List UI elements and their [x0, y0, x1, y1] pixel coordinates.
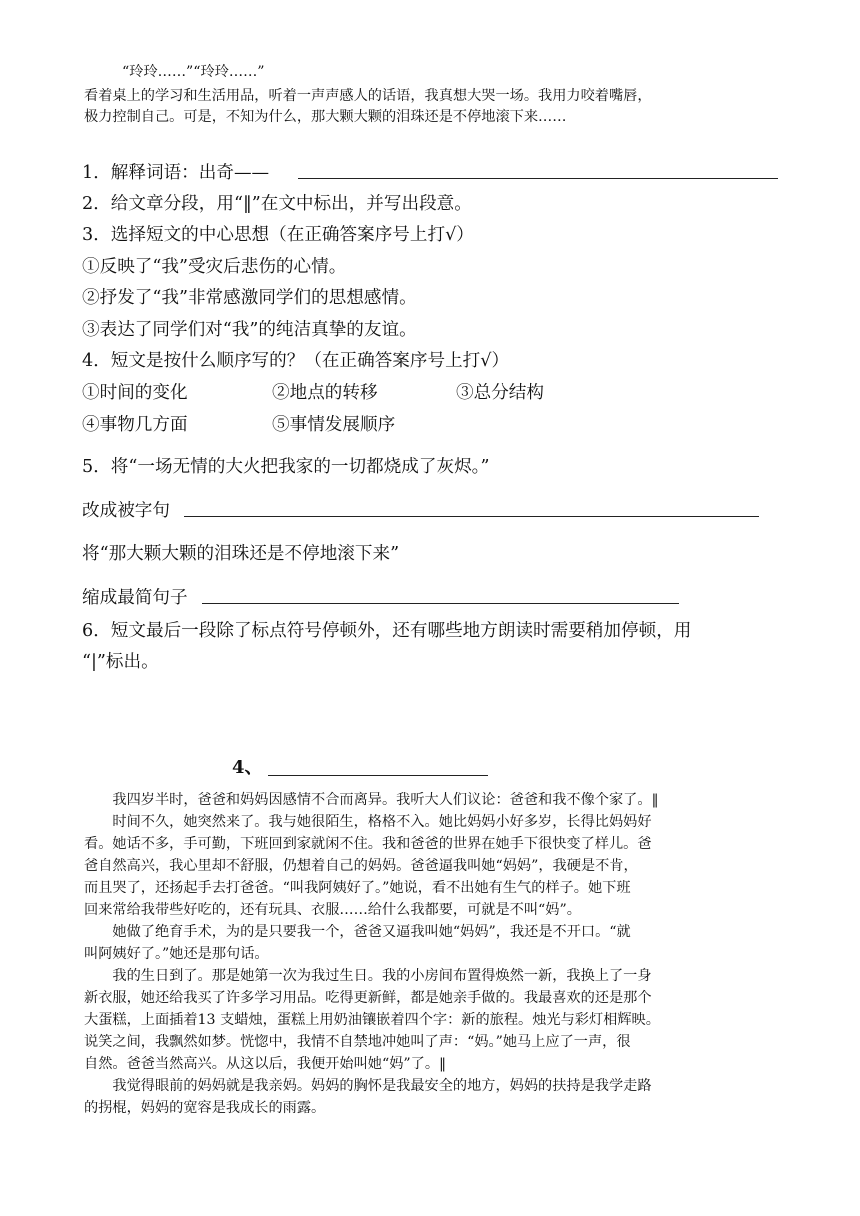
- passage-line: 我的生日到了。那是她第一次为我过生日。我的小房间布置得焕然一新，我换上了一身: [84, 968, 652, 984]
- passage-line: 而且哭了，还扬起手去打爸爸。“叫我阿姨好了。”她说，看不出她有生气的样子。她下班: [84, 880, 631, 896]
- question-1: 1．解释词语：出奇——: [82, 163, 270, 183]
- section-4-title-blank[interactable]: [268, 775, 488, 776]
- passage-line: 自然。爸爸当然高兴。从这以后，我便开始叫她“妈”了。‖: [84, 1056, 447, 1072]
- passage-line: 看。她话不多，手可勤，下班回到家就闲不住。我和爸爸的世界在她手下很快变了样儿。爸: [84, 836, 652, 852]
- passage-line: 时间不久，她突然来了。我与她很陌生，格格不入。她比妈妈小好多岁，长得比妈妈好: [84, 814, 652, 830]
- passage-line: 大蛋糕，上面插着13 支蜡烛，蛋糕上用奶油镶嵌着四个字：新的旅程。烛光与彩灯相辉映。: [84, 1012, 660, 1028]
- q4-option-4[interactable]: ④事物几方面: [82, 415, 188, 435]
- passage-line: 爸自然高兴，我心里却不舒服，仍想着自己的妈妈。爸爸逼我叫她“妈妈”，我硬是不肯，: [84, 858, 638, 874]
- q5-sentence-prompt: 将“那大颗大颗的泪珠还是不停地滚下来”: [82, 544, 400, 564]
- passage-dialogue-line: “玲玲……”“玲玲……”: [122, 64, 265, 80]
- question-4: 4．短文是按什么顺序写的？（在正确答案序号上打√）: [82, 351, 510, 371]
- q4-option-1[interactable]: ①时间的变化: [82, 383, 188, 403]
- question-3: 3．选择短文的中心思想（在正确答案序号上打√）: [82, 225, 474, 245]
- passage-line: 极力控制自己。可是，不知为什么，那大颗大颗的泪珠还是不停地滚下来……: [84, 109, 567, 125]
- answer-blank-q1[interactable]: [298, 178, 778, 179]
- question-2: 2．给文章分段，用“‖”在文中标出，并写出段意。: [82, 194, 472, 214]
- q5-shorten-label: 缩成最简句子: [82, 588, 188, 608]
- q3-option-1[interactable]: ①反映了“我”受灾后悲伤的心情。: [82, 257, 347, 277]
- passage-line: 她做了绝育手术，为的是只要我一个，爸爸又逼我叫她“妈妈”，我还是不开口。“就: [84, 924, 631, 940]
- passage-line: 新衣服，她还给我买了许多学习用品。吃得更新鲜，都是她亲手做的。我最喜欢的还是那个: [84, 990, 652, 1006]
- question-6: 6．短文最后一段除了标点符号停顿外，还有哪些地方朗读时需要稍加停顿，用: [82, 621, 692, 641]
- answer-blank-q5-shorten[interactable]: [202, 603, 679, 604]
- q4-option-2[interactable]: ②地点的转移: [272, 383, 378, 403]
- passage-line: 说笑之间，我飘然如梦。恍惚中，我情不自禁地冲她叫了声：“妈。”她马上应了一声，很: [84, 1034, 631, 1050]
- question-6-continued: “|”标出。: [82, 652, 159, 672]
- question-5: 5．将“一场无情的大火把我家的一切都烧成了灰烬。”: [82, 457, 490, 477]
- section-4-number: 4、: [232, 757, 263, 778]
- passage-line: 看着桌上的学习和生活用品，听着一声声感人的话语，我真想大哭一场。我用力咬着嘴唇，: [84, 88, 652, 104]
- passage-line: 我觉得眼前的妈妈就是我亲妈。妈妈的胸怀是我最安全的地方，妈妈的扶持是我学走路: [84, 1078, 652, 1094]
- passage-line: 回来常给我带些好吃的，还有玩具、衣服……给什么我都要，可就是不叫“妈”。: [84, 902, 581, 918]
- answer-blank-q5-passive[interactable]: [184, 516, 759, 517]
- q5-passive-label: 改成被字句: [82, 501, 170, 521]
- q4-option-5[interactable]: ⑤事情发展顺序: [272, 415, 396, 435]
- q3-option-3[interactable]: ③表达了同学们对“我”的纯洁真挚的友谊。: [82, 320, 417, 340]
- q3-option-2[interactable]: ②抒发了“我”非常感激同学们的思想感情。: [82, 288, 417, 308]
- q4-option-3[interactable]: ③总分结构: [456, 383, 544, 403]
- passage-line: 叫阿姨好了。”她还是那句话。: [84, 946, 269, 962]
- passage-line: 我四岁半时，爸爸和妈妈因感情不合而离异。我听大人们议论：爸爸和我不像个家了。‖: [84, 792, 659, 808]
- passage-line: 的拐棍，妈妈的宽容是我成长的雨露。: [84, 1100, 326, 1116]
